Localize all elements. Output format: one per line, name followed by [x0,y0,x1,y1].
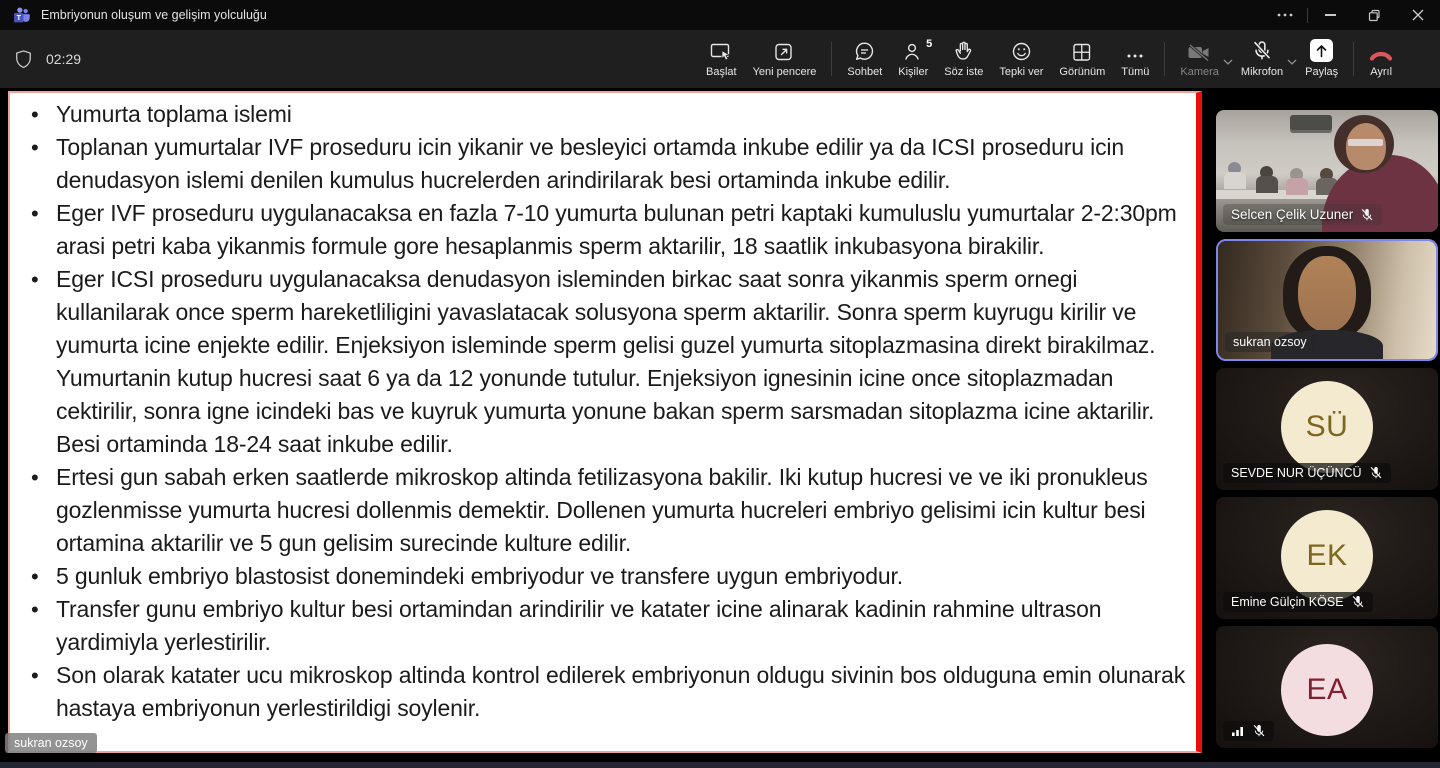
participant-name: SEVDE NUR ÜÇÜNCÜ [1231,466,1362,480]
slide-bullet: • Eger ICSI proseduru uygulanacaksa denudasyon isleminden birkac saat sonra yikanmis sperm ornegi kullanilarak once sperm hareketliligini yavaslatacak solusyona sperm aktarilir. Sonra sperm kuyrugu kirilir ve yumurta icine enjekte edilir. Enjeksiyon isleminde sperm gelisi guzel yumurta sitoplazmasina direkt birakilmaz. Yumurtanin kutup hucresi saat 6 ya da 12 yonunde tutulur. Enjeksiyon ignesinin icine once sitoplazmadan cektirilir, sonra igne icindeki bas ve kuyruk yumurta yonune bakan sperm sarsmadan sitoplazma icine aktarilir. Besi ortaminda 18-24 saat inkube edilir. [10,263,1196,461]
participant-name: sukran ozsoy [1233,335,1307,349]
close-icon [1412,9,1424,21]
camera-chevron[interactable] [1223,53,1233,65]
smiley-icon [1011,40,1032,62]
react-button[interactable] [991,30,1051,88]
video-detail [1256,176,1278,193]
participant-tile-ea[interactable] [1216,626,1438,748]
slide-bullet: • Eger IVF proseduru uygulanacaksa en fazla 7-10 yumurta bulunan petri kaptaki kumuluslu yumurtalar 2-2:30pm arasi petri kaba yikanmis formule gore hesaplanmis sperm aktarilir, 18 saatlik inkubasyona birakilir. [10,197,1196,263]
minimize-button[interactable] [1308,0,1352,30]
avatar [1281,644,1373,736]
camera-off-icon [1187,40,1212,62]
slide-bullet: • Yumurta toplama islemi [10,98,1196,131]
mic-off-icon [1251,40,1273,62]
participant-tile-selcen[interactable] [1216,110,1438,232]
participant-tile-emine[interactable] [1216,497,1438,619]
leave-button[interactable] [1361,30,1401,88]
view-button[interactable] [1051,30,1113,88]
slide-bullet: • Ertesi gun sabah erken saatlerde mikroskop altinda fetilizasyona bakilir. Iki kutup hucresi ve ve iki pronukleus gozlenmisse yumurta hucresi dollenmis demektir. Dollenen yumurta hucreleri embriyo gelisimi icin kultur besi ortamina aktarilir ve 5 gun gelisim surecinde kulture edilir. [10,461,1196,560]
close-button[interactable] [1396,0,1440,30]
minimize-icon [1325,14,1336,16]
people-button[interactable] [890,30,936,88]
chat-label: Sohbet [847,66,883,78]
toolbar-separator [831,42,832,76]
video-detail [1224,172,1246,189]
mic-muted-icon [1369,466,1383,480]
window-controls [1263,0,1440,30]
more-actions-button[interactable] [1113,30,1157,88]
slide-bullet: • 5 gunluk embriyo blastosist donemindeki embriyodur ve transfere uygun embriyodur. [10,560,1196,593]
participant-name-pill [1223,463,1391,483]
toolbar-buttons [698,30,1401,88]
share-label: Paylaş [1305,66,1339,78]
participant-status-pill [1223,721,1274,741]
camera-label: Kamera [1180,66,1219,78]
window-title: Embriyonun oluşum ve gelişim yolculuğu [41,8,267,22]
view-label: Görünüm [1059,66,1106,78]
slide-bullet: • Son olarak katater ucu mikroskop altinda kontrol edilerek embriyonun oldugu sivinin bos olduguna emin olunarak hastaya embriyonun yerlestirildigi soylenir. [10,659,1196,725]
leave-label: Ayrıl [1370,66,1393,78]
microphone-button[interactable] [1233,30,1291,88]
new-window-label: Yeni pencere [752,66,817,78]
participant-name-pill [1223,592,1373,612]
toolbar-separator [1353,42,1354,76]
video-person [1346,123,1386,170]
chat-button[interactable] [839,30,890,88]
microphone-label: Mikrofon [1240,66,1284,78]
mic-muted-icon [1351,595,1365,609]
avatar [1281,381,1373,473]
meeting-toolbar [0,30,1440,88]
screen-share-icon [710,40,732,62]
titlebar-more-button[interactable] [1263,0,1307,30]
bottom-edge-strip [0,762,1440,768]
restore-icon [1368,9,1381,22]
svg-text:T: T [16,13,21,23]
more-dots-icon [1126,40,1144,62]
titlebar [0,0,1440,30]
microphone-chevron[interactable] [1287,53,1297,65]
mic-muted-icon [1252,724,1266,738]
pop-out-icon [774,40,794,62]
presenter-name-label: sukran ozsoy [5,733,97,753]
signal-bars-icon [1231,725,1245,737]
meeting-stage [0,88,1440,768]
restore-button[interactable] [1352,0,1396,30]
avatar-initials: EA [1306,673,1348,706]
raise-hand-button[interactable] [936,30,991,88]
start-share-button[interactable] [698,30,745,88]
raise-hand-icon [953,40,974,62]
video-detail [1286,178,1308,195]
camera-button[interactable] [1172,30,1227,88]
participant-name: Selcen Çelik Uzuner [1231,207,1354,222]
people-count-badge: 5 [926,38,933,50]
new-window-button[interactable] [745,30,825,88]
slide-bullet: • Transfer gunu embriyo kultur besi ortamindan arindirilir ve katater icine alinarak kadinin rahmine ultrason yardimiyla yerlestirilir. [10,593,1196,659]
mic-muted-icon [1360,208,1374,222]
meeting-timer-group [14,49,81,70]
avatar-initials: SÜ [1305,410,1349,443]
participants-sidebar [1216,110,1438,748]
participant-tile-sevde[interactable] [1216,368,1438,490]
participant-name-pill [1223,204,1382,225]
avatar-initials: EK [1306,539,1348,572]
video-person [1348,139,1383,146]
participant-name: Emine Gülçin KÖSE [1231,595,1344,609]
hang-up-icon [1369,40,1393,62]
ellipsis-icon [1277,13,1293,17]
chat-icon [854,40,875,62]
avatar [1281,510,1373,602]
slide-bullet: • Toplanan yumurtalar IVF proseduru icin yikanir ve besleyici ortamda inkube edilir ya da ICSI proseduru icin denudasyon islemi denilen kumulus hucrelerden arindirilarak besi ortaminda inkube edilir. [10,131,1196,197]
shield-icon [14,49,33,70]
more-actions-label: Tümü [1121,66,1150,78]
toolbar-separator [1164,42,1165,76]
raise-hand-label: Söz iste [944,66,984,78]
share-icon [1310,40,1333,62]
video-detail [1290,115,1332,130]
meeting-timer: 02:29 [46,51,82,67]
grid-view-icon [1072,40,1092,62]
video-person [1298,256,1356,332]
participant-name-pill [1225,332,1315,352]
people-label: Kişiler [898,66,929,78]
participant-tile-sukran[interactable] [1216,239,1438,361]
share-button[interactable] [1297,30,1346,88]
teams-logo-icon [13,6,31,24]
people-icon [903,38,933,62]
start-share-label: Başlat [706,66,737,78]
shared-slide [8,91,1202,753]
slide-bullet-list [10,98,1196,725]
react-label: Tepki ver [999,66,1044,78]
